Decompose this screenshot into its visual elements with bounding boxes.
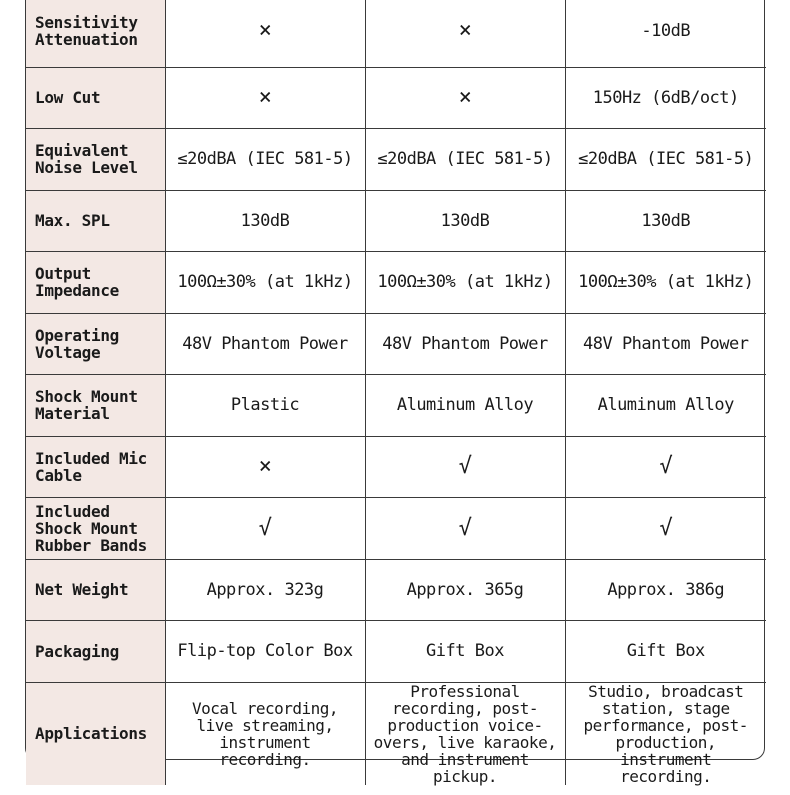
table-row bbox=[26, 190, 766, 252]
row-label: Included Mic Cable bbox=[26, 436, 165, 498]
table-row bbox=[26, 436, 766, 498]
table-cell: 100Ω±30% (at 1kHz) bbox=[565, 252, 766, 314]
table-cell: × bbox=[165, 67, 365, 129]
table-cell: × bbox=[165, 436, 365, 498]
table-cell: Approx. 386g bbox=[565, 559, 766, 621]
table-cell: Studio, broadcast station, stage performance, post-production, instrument recording. bbox=[583, 681, 748, 786]
table-row bbox=[26, 498, 766, 560]
table-row bbox=[26, 129, 766, 191]
table-row bbox=[26, 682, 766, 785]
table-cell: √ bbox=[365, 436, 565, 498]
table-row bbox=[26, 621, 766, 683]
table-cell: Aluminum Alloy bbox=[365, 375, 565, 437]
table-cell: Plastic bbox=[165, 375, 365, 437]
table-cell: 48V Phantom Power bbox=[365, 313, 565, 375]
table-cell: ≤20dBA (IEC 581-5) bbox=[565, 129, 766, 191]
table-cell: × bbox=[365, 67, 565, 129]
row-label: Output Impedance bbox=[26, 252, 165, 314]
table-cell: 130dB bbox=[165, 190, 365, 252]
table-cell: 130dB bbox=[565, 190, 766, 252]
table-cell: 100Ω±30% (at 1kHz) bbox=[365, 252, 565, 314]
row-label: Net Weight bbox=[26, 559, 165, 621]
table-cell: Flip-top Color Box bbox=[165, 621, 365, 683]
table-cell: √ bbox=[565, 436, 766, 498]
table-cell: 150Hz (6dB/oct) bbox=[565, 67, 766, 129]
table-cell: Gift Box bbox=[565, 621, 766, 683]
row-label: Sensitivity Attenuation bbox=[26, 0, 165, 67]
table-cell: Professional recording, post-production voice-overs, live karaoke, and instrument pickup. bbox=[365, 682, 565, 785]
table-cell: Approx. 365g bbox=[365, 559, 565, 621]
table-cell: ≤20dBA (IEC 581-5) bbox=[165, 129, 365, 191]
table-cell: √ bbox=[365, 498, 565, 560]
row-label: Packaging bbox=[26, 621, 165, 683]
table-row bbox=[26, 67, 766, 129]
table-cell: 130dB bbox=[365, 190, 565, 252]
table-cell: 48V Phantom Power bbox=[165, 313, 365, 375]
table-cell: Gift Box bbox=[365, 621, 565, 683]
table-row bbox=[26, 0, 766, 67]
table-cell: Approx. 323g bbox=[165, 559, 365, 621]
table-row bbox=[26, 559, 766, 621]
table-row bbox=[26, 252, 766, 314]
row-label: Equivalent Noise Level bbox=[26, 129, 165, 191]
table-cell: ≤20dBA (IEC 581-5) bbox=[365, 129, 565, 191]
row-label: Shock Mount Material bbox=[26, 375, 165, 437]
table-cell: × bbox=[365, 0, 565, 67]
row-label: Included Shock Mount Rubber Bands bbox=[26, 498, 165, 560]
row-label: Operating Voltage bbox=[26, 313, 165, 375]
row-label: Max. SPL bbox=[26, 190, 165, 252]
table-cell: -10dB bbox=[565, 0, 766, 67]
table-cell: Vocal recording, live streaming, instrument recording. bbox=[165, 682, 365, 785]
table-cell: √ bbox=[165, 498, 365, 560]
row-label: Low Cut bbox=[26, 67, 165, 129]
table-cell: 48V Phantom Power bbox=[565, 313, 766, 375]
table-row bbox=[26, 375, 766, 437]
table-cell: √ bbox=[565, 498, 766, 560]
row-label: Applications bbox=[26, 682, 165, 785]
table-cell: × bbox=[165, 0, 365, 67]
table-cell: Aluminum Alloy bbox=[565, 375, 766, 437]
table-cell: 100Ω±30% (at 1kHz) bbox=[165, 252, 365, 314]
spec-comparison-table bbox=[25, 0, 765, 786]
table-row bbox=[26, 313, 766, 375]
